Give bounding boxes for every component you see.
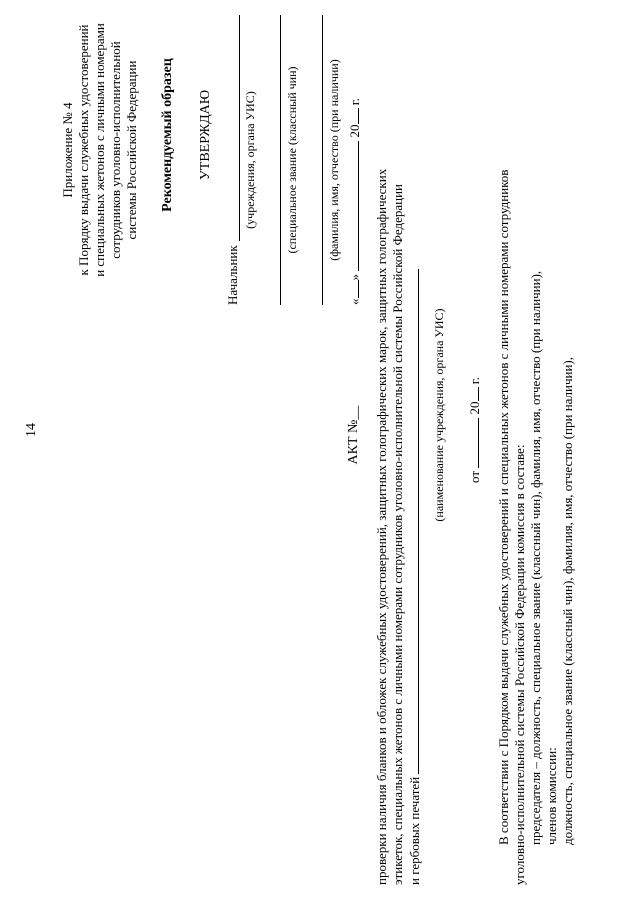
caption-rank: (специальное звание (классный чин): [285, 66, 299, 254]
act-date-blank: [466, 418, 479, 468]
approve-label: УТВЕРЖДАЮ: [198, 89, 213, 181]
purpose-line-3-text: и гербовых печатей: [407, 776, 422, 885]
members-label: членов комиссии:: [544, 747, 559, 845]
appendix-line-4: системы Российской Федерации: [124, 60, 139, 240]
year-prefix: 20: [347, 124, 362, 138]
rank-blank-line: [268, 15, 281, 305]
year-blank: [346, 109, 359, 125]
act-title: АКТ №__: [346, 405, 361, 465]
chief-label: Начальник: [225, 245, 240, 305]
act-year-suffix: г.: [467, 377, 482, 385]
month-blank: [346, 141, 359, 271]
act-body: [496, 35, 576, 885]
intro-line-2: уголовно-исполнительной системы Российской Федерации комиссия в составе:: [512, 444, 527, 885]
approval-date-row: [346, 5, 363, 305]
institution-blank-line: [406, 269, 419, 774]
member-line: должность, специальное звание (классный чин), фамилия, имя, отчество (при наличии),: [560, 356, 575, 845]
chief-row: [225, 5, 243, 305]
page-number: 14: [24, 423, 39, 437]
purpose-line-1: проверки наличия бланков и обложек служебных удостоверений, защитных голографических марок, защитных голографических: [374, 168, 389, 885]
day-blank: [346, 281, 359, 299]
appendix-title: Приложение № 4: [60, 102, 75, 198]
caption-institution: (учреждения, органа УИС): [243, 91, 257, 229]
chief-blank-line: [239, 15, 240, 241]
institution-caption: (наименование учреждения, органа УИС): [432, 308, 446, 522]
chairman-line: председателя – должность, специальное звание (классный чин), фамилия, имя, отчество (при наличии),: [528, 270, 543, 845]
appendix-line-2: и специальных жетонов с личными номерами: [92, 23, 107, 277]
purpose-line-3: [406, 35, 423, 885]
appendix-line-1: к Порядку выдачи служебных удостоверений: [76, 24, 91, 276]
approval-signature-block: [225, 5, 363, 305]
act-year-prefix: 20: [467, 401, 482, 415]
year-suffix: г.: [347, 98, 362, 106]
appendix-line-3: сотрудников уголовно-исполнительной: [108, 41, 123, 259]
act-date: [466, 355, 483, 505]
date-close-quote: »: [347, 274, 362, 281]
intro-line-1: В соответствии с Порядком выдачи служебных удостоверений и специальных жетонов с личными номерами сотрудников: [496, 169, 511, 845]
act-year-blank: [466, 387, 479, 401]
date-open-quote: «: [347, 298, 362, 305]
name-blank-line: [310, 15, 323, 305]
purpose-line-2: этикеток, специальных жетонов с личными номерами сотрудников уголовно-исполнительной системы Российской Федерации: [390, 183, 405, 885]
appendix-header: [60, 15, 140, 285]
caption-name: (фамилия, имя, отчество (при наличии): [327, 59, 341, 261]
act-date-prefix: от: [467, 470, 482, 483]
act-purpose: [374, 35, 423, 885]
sample-label: Рекомендуемый образец: [160, 58, 175, 212]
